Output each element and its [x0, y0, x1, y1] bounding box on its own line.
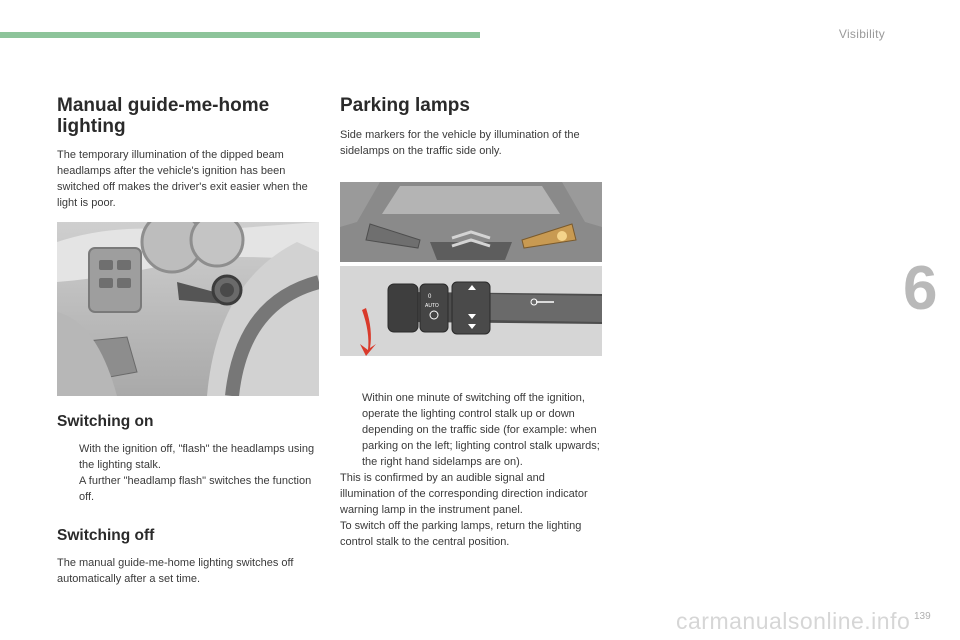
switching-off-text: The manual guide-me-home lighting switches off automatically after a set time. — [57, 557, 294, 586]
section-title: Visibility — [838, 27, 885, 41]
list-item: Within one minute of switching off the ignition, operate the lighting control stalk up or down depending on the traffic side (for example: when parking on the left; lighting control stalk upwards; the right hand sidelamps are on). — [362, 391, 600, 468]
list-item: A further "headlamp flash" switches the function off. — [79, 475, 312, 504]
parking-lamps-illustration — [340, 182, 602, 356]
section-spacer — [57, 505, 319, 527]
switching-on-title: Switching on — [57, 413, 154, 431]
list-item: With the ignition off, "flash" the headlamps using the lighting stalk. — [79, 443, 315, 472]
stalk-auto-label: AUTO — [425, 303, 439, 309]
page-number: 139 — [914, 611, 931, 622]
stalk-zero-label: 0 — [428, 294, 432, 300]
dashboard-stalk-illustration — [57, 222, 319, 396]
switching-off-title: Switching off — [57, 527, 155, 545]
chapter-number: 6 — [903, 254, 938, 323]
parking-lamps-title: Parking lamps — [340, 95, 470, 116]
switching-on-list — [57, 441, 319, 505]
guide-me-home-intro: The temporary illumination of the dipped beam headlamps after the vehicle's ignition has been switched off makes the driver's exit easier when the light is poor. — [57, 149, 308, 210]
switch-off-text: To switch off the parking lamps, return the lighting control stalk to the central position. — [340, 519, 582, 548]
watermark: carmanualsonline.info — [676, 608, 911, 634]
parking-lamps-intro: Side markers for the vehicle by illumination of the sidelamps on the traffic side only. — [340, 128, 580, 157]
top-accent-bar — [0, 32, 480, 38]
confirmation-text: This is confirmed by an audible signal and illumination of the corresponding direction indicator warning lamp in the instrument panel. — [340, 471, 588, 516]
parking-lamps-list — [340, 390, 602, 470]
guide-me-home-title: Manual guide-me-home lighting — [57, 95, 270, 137]
